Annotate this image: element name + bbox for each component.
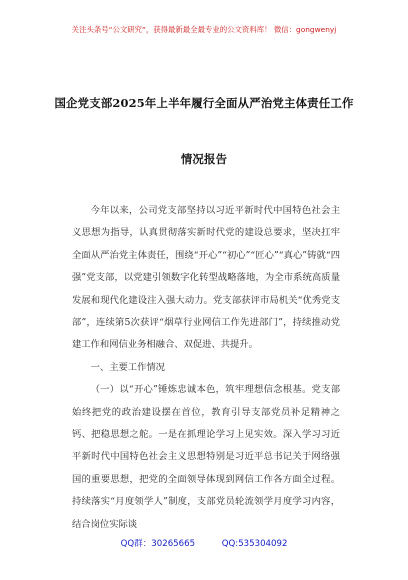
header-banner: 关注头条号“公文研究”，获得最新最全最专业的公文资料库！ 微信：gongwenyj [71,25,337,34]
subsection-paragraph: （一）以“开心”锤炼忠诚本色，筑牢理想信念根基。党支部始终把党的政治建设摆在首位，教育引导支部党员补足精神之钙、把稳思想之舵。一是在抓理论学习上见实效。深入学习习近平新时代中国特色社会主义思想特别是习近平总书记关于网络强国的重要思想，把党的全面领导体现到网信工作各方面全过程。持续落实“月度领学人”制度，支部党员轮流领学月度学习内容，结合岗位实际谈 [72,384,340,530]
section-heading: 一、主要工作情况 [90,361,165,373]
footer-qq: QQ:535304092 [221,539,288,549]
footer-contact [0,537,408,549]
footer-qq-group: QQ群：30265665 [120,539,196,549]
document-title: 国企党支部2025年上半年履行全面从严治党主体责任工作 [54,96,354,110]
intro-paragraph: 今年以来，公司党支部坚持以习近平新时代中国特色社会主义思想为指导，认真贯彻落实新时代党的建设总要求，坚决扛牢全面从严治党主体责任，围绕“开心”“初心”“匠心”“真心”铸就“四强”党支部，以党建引领数字化转型战略落地，为全市系统高质量发展和现代化建设注入强大动力。党支部获评市局机关“优秀党支部”，连续第5次获评“烟草行业网信工作先进部门”，持续推动党建工作和网信业务相融合、双促进、共提升。 [72,205,340,351]
document-title-continued: 情况报告 [180,152,228,166]
document-body [72,200,340,536]
